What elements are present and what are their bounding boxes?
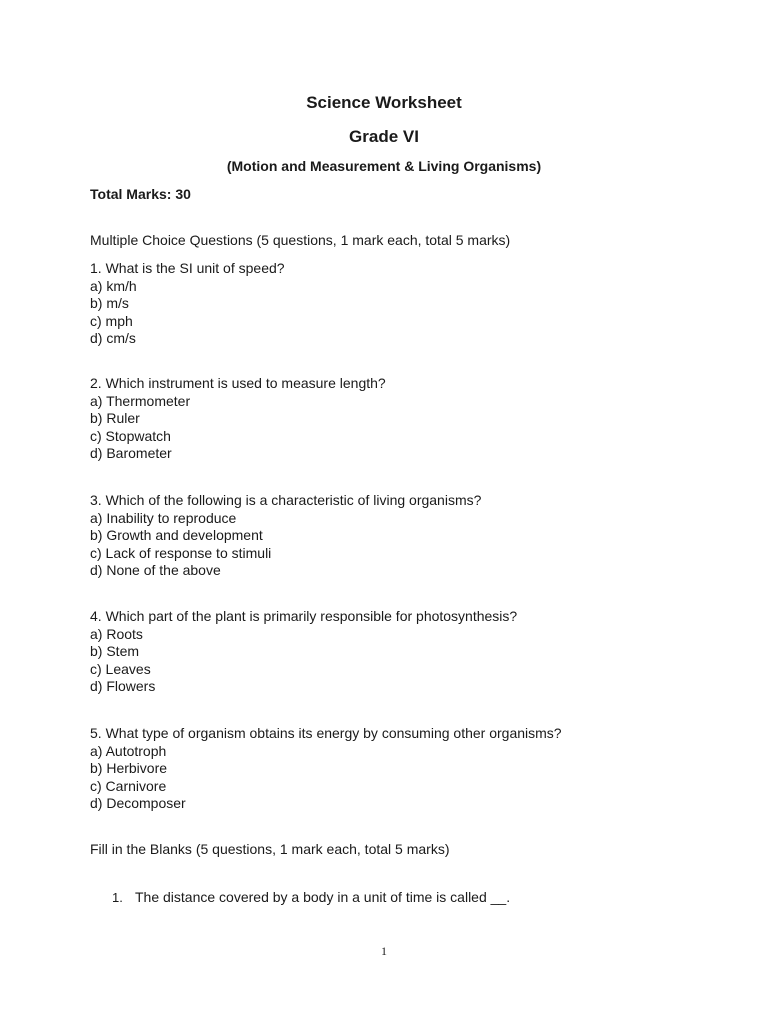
- topics-subtitle: (Motion and Measurement & Living Organisms): [226, 158, 542, 174]
- question-text: 5. What type of organism obtains its energy by consuming other organisms?: [90, 725, 562, 741]
- question-block: [90, 492, 481, 580]
- total-marks: Total Marks: 30: [90, 186, 191, 202]
- fill-blank-item: [112, 889, 510, 905]
- mcq-section-heading: Multiple Choice Questions (5 questions, 1 mark each, total 5 marks): [90, 232, 511, 248]
- option-text: d) Decomposer: [90, 795, 186, 812]
- option-text: a) km/h: [90, 277, 137, 294]
- option-text: b) m/s: [90, 295, 129, 312]
- option-text: c) mph: [90, 312, 133, 329]
- option-text: a) Inability to reproduce: [90, 509, 237, 526]
- question-block: [90, 725, 562, 813]
- option-text: d) None of the above: [90, 562, 221, 579]
- question-text: 2. Which instrument is used to measure length?: [90, 375, 386, 391]
- option-text: a) Thermometer: [90, 392, 191, 409]
- question-block: [90, 260, 285, 348]
- option-text: b) Herbivore: [90, 760, 168, 777]
- option-text: c) Lack of response to stimuli: [90, 544, 272, 561]
- page-title: Science Worksheet: [306, 93, 462, 112]
- question-text: 1. What is the SI unit of speed?: [90, 260, 285, 276]
- option-text: c) Leaves: [90, 660, 151, 677]
- option-text: c) Stopwatch: [90, 427, 171, 444]
- option-text: b) Growth and development: [90, 527, 263, 544]
- grade-heading: Grade VI: [349, 127, 419, 146]
- question-block: [90, 608, 517, 696]
- option-text: d) cm/s: [90, 330, 136, 347]
- question-text: 4. Which part of the plant is primarily responsible for photosynthesis?: [90, 608, 518, 624]
- page-number: 1: [381, 944, 387, 958]
- option-text: c) Carnivore: [90, 777, 167, 794]
- fill-blank-text: The distance covered by a body in a unit of time is called __.: [135, 889, 511, 905]
- option-text: a) Autotroph: [90, 742, 167, 759]
- fill-blanks-section-heading: Fill in the Blanks (5 questions, 1 mark each, total 5 marks): [90, 841, 450, 857]
- question-text: 3. Which of the following is a characteristic of living organisms?: [90, 492, 482, 508]
- option-text: b) Stem: [90, 643, 140, 660]
- option-text: d) Flowers: [90, 678, 156, 695]
- fill-blank-number: 1.: [112, 890, 123, 905]
- option-text: a) Roots: [90, 625, 143, 642]
- option-text: d) Barometer: [90, 445, 172, 462]
- option-text: b) Ruler: [90, 410, 140, 427]
- question-block: [90, 375, 386, 463]
